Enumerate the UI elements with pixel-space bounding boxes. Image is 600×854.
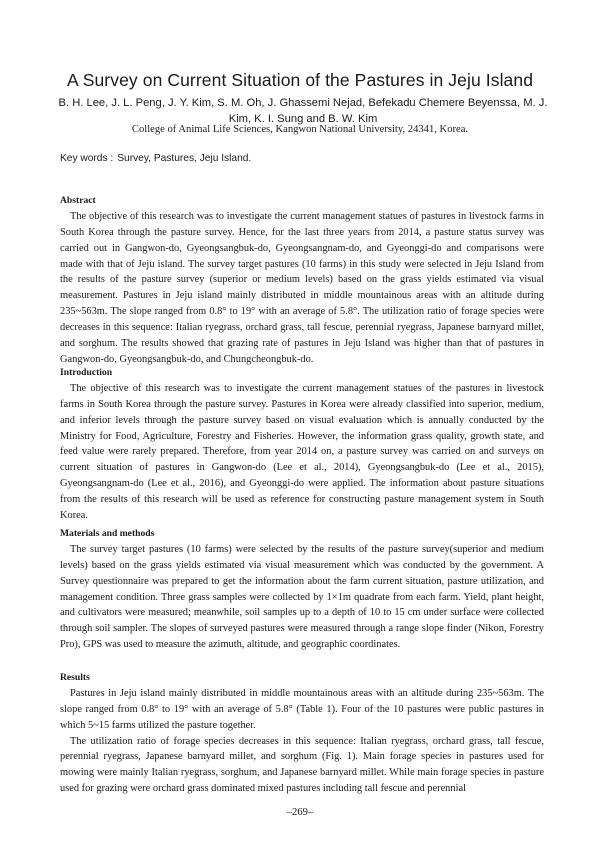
methods-heading: Materials and methods bbox=[60, 528, 155, 539]
results-paragraph-1: Pastures in Jeju island mainly distributed in middle mountainous areas with an altitude during 235~563m. The slope ranged from 0.8° to 19° with an average of 5.8° (Table 1). Four of the 10 pastures were public pastures in which 5~15 farms utilized the pasture together. bbox=[60, 688, 544, 731]
introduction-section bbox=[60, 365, 544, 524]
affiliation: College of Animal Life Sciences, Kangwon National University, 24341, Korea. bbox=[131, 124, 469, 135]
keywords-label: Key words : bbox=[60, 153, 114, 164]
keywords-text: Survey, Pastures, Jeju Island. bbox=[117, 153, 252, 164]
results-paragraph-2: The utilization ratio of forage species decreases in this sequence: Italian ryegrass, orchard grass, tall fescue, perennial ryegrass, Japanese barnyard millet, and sorghum (Fig. 1). Main forage species in pastures used for mowing were mainly Italian ryegrass, sorghum, and Japanese barnyard millet. While main forage species in pasture used for grazing were orchard grass dominated mixed pastures including tall fescue and perennial bbox=[60, 735, 544, 795]
keywords bbox=[60, 153, 251, 164]
paper-title: A Survey on Current Situation of the Pastures in Jeju Island bbox=[66, 70, 534, 90]
author-list: B. H. Lee, J. L. Peng, J. Y. Kim, S. M. Oh, J. Ghassemi Nejad, Befekadu Chemere Beyenssa, M. J. Kim, K. I. Sung and B. W. Kim bbox=[58, 97, 548, 125]
methods-body: The survey target pastures (10 farms) were selected by the results of the pasture survey(superior and medium levels) based on the grass yields estimated via visual measurement which was conducted by the government. A Survey questionnaire was prepared to get the information about the farm current situation, pasture utilization, and management condition. Three grass samples were collected by 1×1m quadrate from each farm. Yield, plant height, and cultivators were measured; meanwhile, soil samples up to a depth of 10 to 15 cm under surface were collected through soil sampler. The slopes of surveyed pastures were measured through a range slope finder (Nikon, Forestry Pro), GPS was used to measure the azimuth, altitude, and geographic coordinates. bbox=[60, 544, 544, 651]
results-section bbox=[60, 670, 544, 797]
abstract-section bbox=[60, 193, 544, 367]
methods-section bbox=[60, 526, 544, 653]
abstract-body: The objective of this research was to investigate the current management statues of pastures in livestock farms in South Korea through the pasture survey. Hence, for the last three years from 2014, a pasture status survey was carried out in Gangwon-do, Gyeongsangbuk-do, Gyeongsangnam-do, and Gyeonggi-do and comparisons were made with that of Jeju island. The survey target pastures (10 farms) in this study were selected in Jeju Island from the results of the pasture survey (superior or medium levels) based on the grass yields estimated via visual measurement. Pastures in Jeju island mainly distributed in middle mountainous areas with an altitude during 235~563m. The slope ranged from 0.8° to 19° with an average of 5.8°. The utilization ratio of forage species were decreases in this sequence: Italian ryegrass, orchard grass, tall fescue, perennial ryegrass, Japanese barnyard millet, and sorghum. The results showed that grazing rate of pastures in Jeju Island was higher than that of pastures in Gangwon-do, Gyeongsangbuk-do, and Chungcheongbuk-do. bbox=[60, 211, 544, 365]
abstract-heading: Abstract bbox=[60, 195, 96, 206]
introduction-body: The objective of this research was to investigate the current management statues of the pastures in livestock farms in South Korea through the pasture survey. Pastures in Korea were already classified into superior, medium, and inferior levels through the pasture survey based on visual evaluation which is annually conducted by the Ministry for Food, Agriculture, Forestry and Fisheries. However, the information grass quality, growth state, and feed value were rarely prepared. Therefore, from year 2014 on, a pasture survey was carried on and surveys on current situation of pastures in Gangwon-do (Lee et al., 2014), Gyeongsangbuk-do (Lee et al., 2015), Gyeongsangnam-do (Lee et al., 2016), and Gyeonggi-do were applied. The information about pasture situations from the results of this research will be used as reference for constructing pasture management system in South Korea. bbox=[60, 383, 544, 521]
results-heading: Results bbox=[60, 672, 90, 683]
introduction-heading: Introduction bbox=[60, 367, 113, 378]
page-number: –269– bbox=[286, 807, 314, 818]
